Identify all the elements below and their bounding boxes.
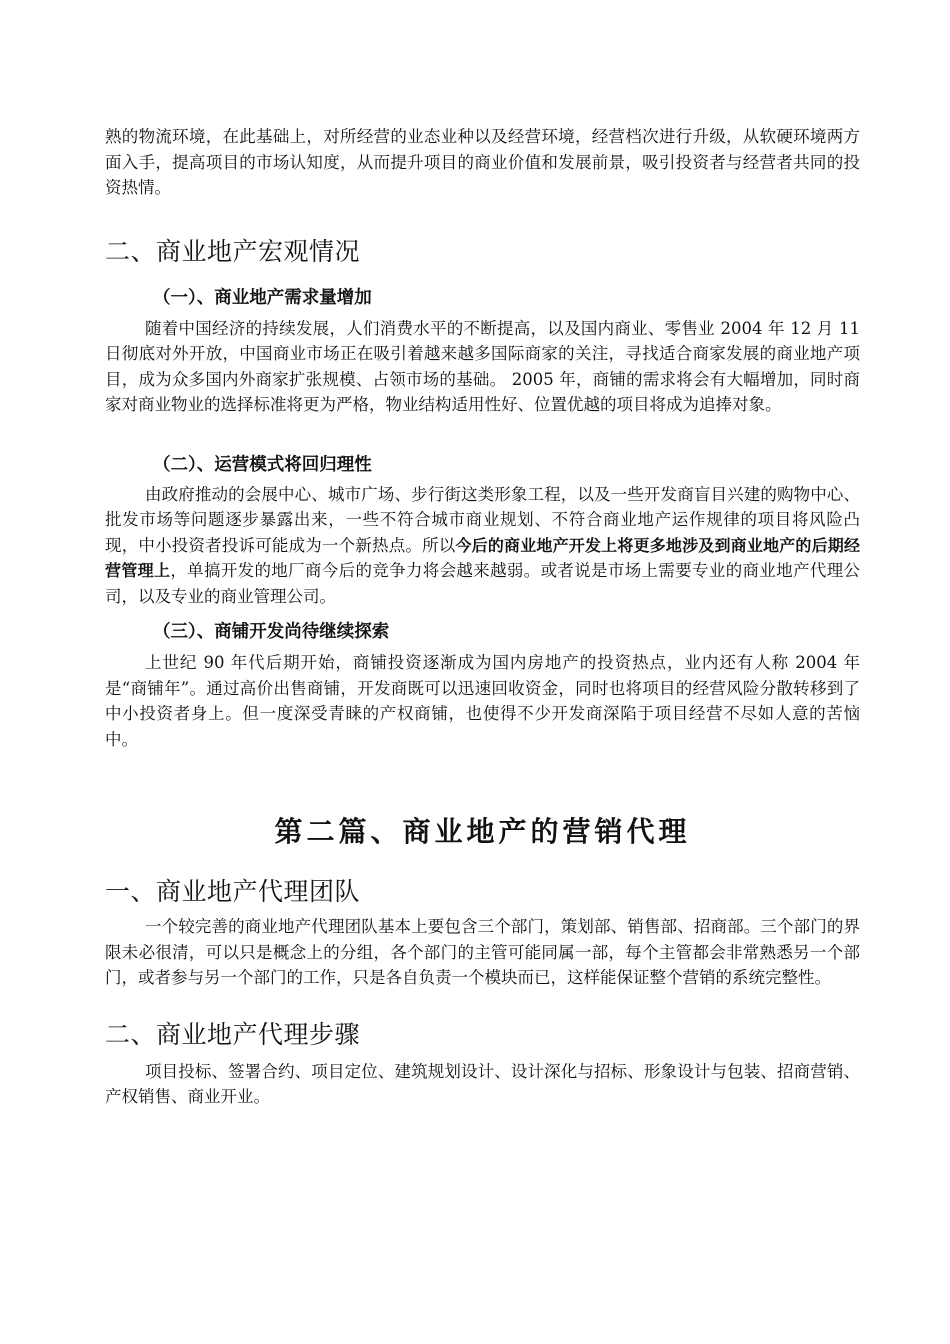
paragraph-operation bbox=[105, 482, 860, 610]
document-page bbox=[105, 124, 860, 1110]
subsection-heading-shops: （三）、商铺开发尚待继续探索 bbox=[153, 622, 390, 642]
paragraph-operation-emphasis: 今后的商业地产开发上将更多地涉及到商业地产的后期经营管理上 bbox=[105, 535, 860, 580]
paragraph-demand: 随着中国经济的持续发展，人们消费水平的不断提高，以及国内商业、零售业 2004 年 12 月 11 日彻底对外开放，中国商业市场正在吸引着越来越多国际商家的关注，寻找适合商家发展的商业地产项目，成为众多国内外商家扩张规模、占领市场的基础。 2005 年，商铺的需求将会有大幅增加，同时商家对商业物业的选择标准将更为严格，物业结构适用性好、位置优越的项目将成为追捧对象。 bbox=[105, 318, 860, 414]
part-title: 第二篇、商业地产的营销代理 bbox=[274, 815, 691, 848]
intro-paragraph: 熟的物流环境，在此基础上，对所经营的业态业种以及经营环境，经营档次进行升级，从软硬环境两方面入手，提高项目的市场认知度，从而提升项目的商业价值和发展前景，吸引投资者与经营者共同的投资热情。 bbox=[105, 127, 860, 197]
paragraph-steps: 项目投标、签署合约、项目定位、建筑规划设计、设计深化与招标、形象设计与包装、招商营销、产权销售、商业开业。 bbox=[105, 1061, 860, 1106]
paragraph-team: 一个较完善的商业地产代理团队基本上要包含三个部门，策划部、销售部、招商部。三个部门的界限未必很清，可以只是概念上的分组，各个部门的主管可能同属一部，每个主管都会非常熟悉另一个部门，或者参与另一个部门的工作，只是各自负责一个模块而已，这样能保证整个营销的系统完整性。 bbox=[105, 917, 860, 987]
section-heading-macro: 二、商业地产宏观情况 bbox=[105, 236, 361, 266]
paragraph-operation-part1: 由政府推动的会展中心、城市广场、步行街这类形象工程，以及一些开发商盲目兴建的购物中心、批发市场等问题逐步暴露出来，一些不符合城市商业规划、不符合商业地产运作规律的项目将风险凸现，中小投资者投诉可能成为一个新热点。所以 bbox=[105, 484, 860, 555]
subsection-heading-operation: （二）、运营模式将回归理性 bbox=[153, 454, 372, 475]
section-heading-steps: 二、商业地产代理步骤 bbox=[105, 1019, 361, 1049]
section-heading-team: 一、商业地产代理团队 bbox=[105, 877, 361, 906]
subsection-heading-demand: （一）、商业地产需求量增加 bbox=[153, 287, 372, 308]
paragraph-shops: 上世纪 90 年代后期开始，商铺投资逐渐成为国内房地产的投资热点，业内还有人称 2004 年是“商铺年”。通过高价出售商铺，开发商既可以迅速回收资金，同时也将项目的经营风险分散转移到了中小投资者身上。但一度深受青睐的产权商铺，也使得不少开发商深陷于项目经营不尽如人意的苦恼中。 bbox=[105, 653, 860, 749]
paragraph-operation-part2: ，单搞开发的地厂商今后的竞争力将会越来越弱。或者说是市场上需要专业的商业地产代理公司，以及专业的商业管理公司。 bbox=[105, 561, 860, 606]
